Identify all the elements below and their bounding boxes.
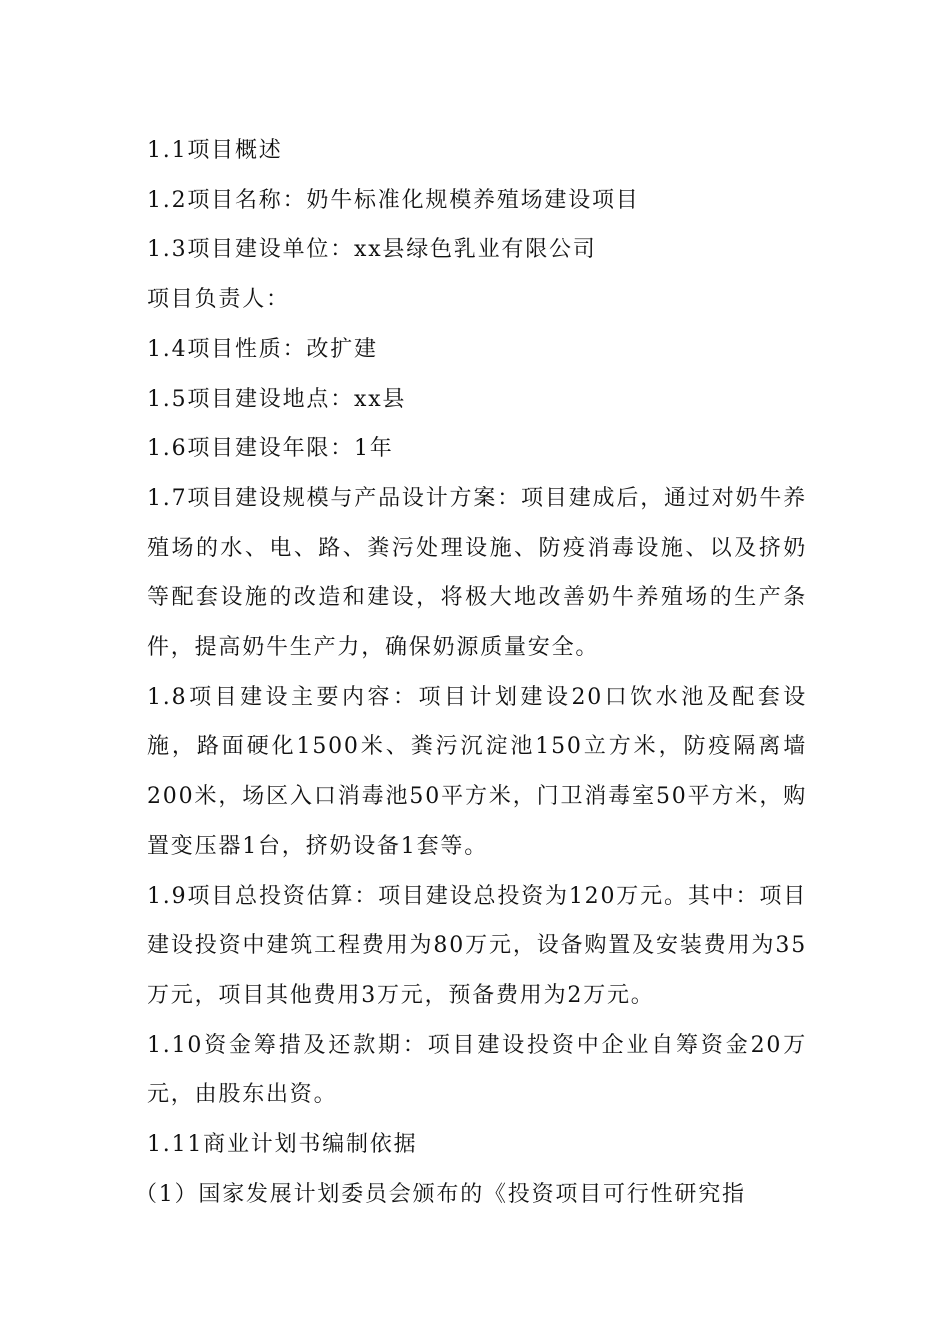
construction-unit-line: 1.3项目建设单位：xx县绿色乳业有限公司 — [147, 237, 597, 263]
main-content-paragraph: 1.8项目建设主要内容：项目计划建设20口饮水池及配套设施，路面硬化1500米、粪污沉淀池150立方米，防疫隔离墙200米，场区入口消毒池50平方米，门卫消毒室50平方米，购置变压器1台，挤奶设备1套等。 — [147, 684, 807, 859]
project-nature-line: 1.4项目性质：改扩建 — [147, 336, 378, 362]
basis-heading: 1.11商业计划书编制依据 — [147, 1132, 418, 1158]
project-name-line: 1.2项目名称：奶牛标准化规模养殖场建设项目 — [147, 187, 640, 213]
construction-period-line: 1.6项目建设年限：1年 — [147, 436, 394, 462]
basis-item-1: （1）国家发展计划委员会颁布的《投资项目可行性研究指 — [135, 1181, 746, 1207]
scale-and-design-paragraph: 1.7项目建设规模与产品设计方案：项目建成后，通过对奶牛养殖场的水、电、路、粪污处理设施、防疫消毒设施、以及挤奶等配套设施的改造和建设，将极大地改善奶牛养殖场的生产条件，提高奶牛生产力，确保奶源质量安全。 — [147, 485, 807, 661]
construction-location-line: 1.5项目建设地点：xx县 — [147, 386, 407, 412]
investment-estimate-paragraph: 1.9项目总投资估算：项目建设总投资为120万元。其中：项目建设投资中建筑工程费用为80万元，设备购置及安装费用为35万元，项目其他费用3万元，预备费用为2万元。 — [147, 883, 807, 1008]
document-body — [135, 126, 807, 1219]
funding-paragraph: 1.10资金筹措及还款期：项目建设投资中企业自筹资金20万元，由股东出资。 — [147, 1032, 807, 1108]
project-leader-line: 项目负责人： — [147, 287, 290, 313]
section-heading-overview: 1.1项目概述 — [147, 138, 283, 163]
